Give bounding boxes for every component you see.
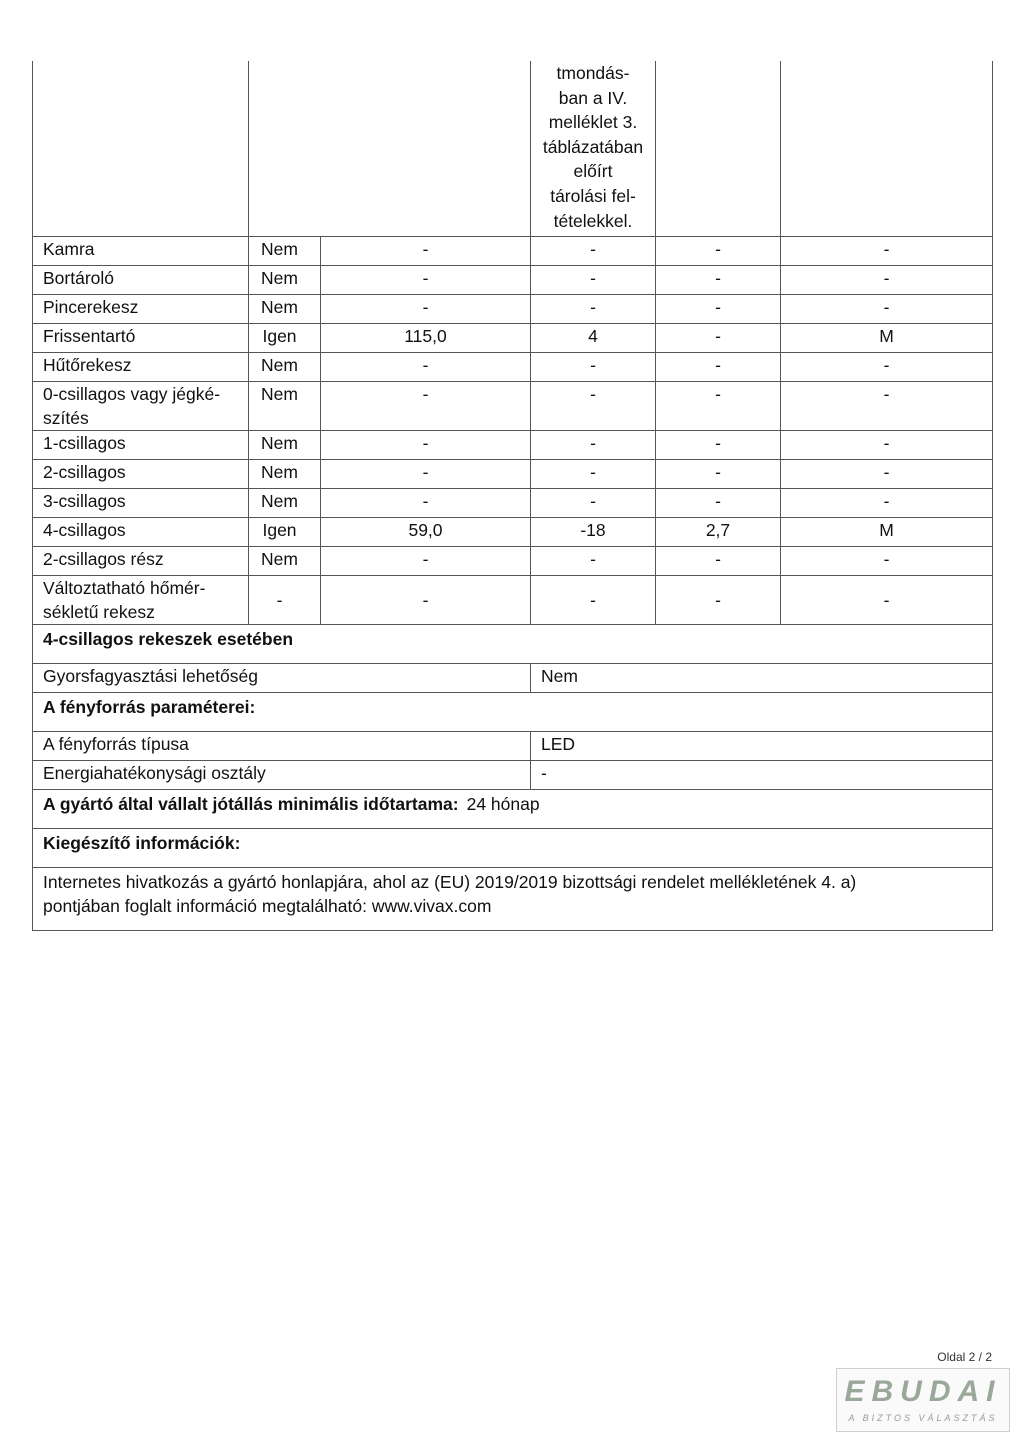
compartment-temp: - <box>531 294 656 323</box>
compartment-present: Nem <box>249 236 321 265</box>
compartment-type: - <box>781 381 993 430</box>
compartment-volume: - <box>321 294 531 323</box>
compartment-temp: - <box>531 459 656 488</box>
compartment-present: Nem <box>249 381 321 430</box>
four-star-heading-row <box>33 624 993 663</box>
cont-line: ban a IV. <box>558 87 628 108</box>
compartment-volume: - <box>321 236 531 265</box>
cont-cell-1 <box>33 61 249 236</box>
compartment-temp: -18 <box>531 517 656 546</box>
warranty-value: 24 hónap <box>466 793 540 814</box>
four-star-heading: 4-csillagos rekeszek esetében <box>33 624 993 663</box>
compartment-type: - <box>781 430 993 459</box>
compartment-present: - <box>249 575 321 624</box>
compartment-present: Nem <box>249 294 321 323</box>
compartment-present: Nem <box>249 352 321 381</box>
compartment-name: 2-csillagos rész <box>33 546 249 575</box>
continuation-row <box>33 61 993 236</box>
compartment-type: - <box>781 488 993 517</box>
compartment-temp: - <box>531 352 656 381</box>
cont-line: előírt <box>573 161 613 182</box>
compartment-row <box>33 381 993 430</box>
compartment-present: Nem <box>249 546 321 575</box>
cont-line: táblázatában <box>542 136 644 157</box>
extra-heading: Kiegészítő információk: <box>33 828 993 867</box>
compartment-row <box>33 430 993 459</box>
compartment-name: 4-csillagos <box>33 517 249 546</box>
compartment-type: - <box>781 575 993 624</box>
compartment-temp: 4 <box>531 323 656 352</box>
light-type-row <box>33 731 993 760</box>
energy-class-row <box>33 760 993 789</box>
fast-freeze-value: Nem <box>531 663 993 692</box>
extra-heading-row <box>33 828 993 867</box>
page-number: Oldal 2 / 2 <box>937 1350 992 1364</box>
compartment-name: Frissentartó <box>33 323 249 352</box>
warranty-label: A gyártó által vállalt jótállás minimális időtartama: <box>43 793 459 814</box>
compartment-volume: - <box>321 459 531 488</box>
compartment-row <box>33 236 993 265</box>
light-heading: A fényforrás paraméterei: <box>33 692 993 731</box>
compartment-capacity: - <box>656 323 781 352</box>
compartment-type: - <box>781 546 993 575</box>
compartment-type: - <box>781 294 993 323</box>
compartment-capacity: - <box>656 294 781 323</box>
energy-class-label: Energiahatékonysági osztály <box>33 760 531 789</box>
light-type-value: LED <box>531 731 993 760</box>
warranty-cell <box>33 789 993 828</box>
compartment-capacity: - <box>656 488 781 517</box>
compartment-temp: - <box>531 265 656 294</box>
cont-cell-2 <box>249 61 531 236</box>
compartment-type: M <box>781 517 993 546</box>
compartment-capacity: - <box>656 236 781 265</box>
compartment-table <box>32 61 993 931</box>
compartment-name: Változtatható hőmér-sékletű rekesz <box>33 575 249 624</box>
compartment-row <box>33 323 993 352</box>
compartment-volume: - <box>321 381 531 430</box>
compartment-capacity: - <box>656 352 781 381</box>
compartment-name: 0-csillagos vagy jégké-szítés <box>33 381 249 430</box>
compartment-temp: - <box>531 546 656 575</box>
compartment-name: Pincerekesz <box>33 294 249 323</box>
compartment-capacity: - <box>656 265 781 294</box>
cont-cell-5 <box>781 61 993 236</box>
warranty-row <box>33 789 993 828</box>
logo-wordmark: EBUDAI <box>844 1375 1002 1408</box>
compartment-capacity: - <box>656 459 781 488</box>
ebudai-logo <box>836 1368 1010 1432</box>
compartment-name: 1-csillagos <box>33 430 249 459</box>
compartment-temp: - <box>531 381 656 430</box>
extra-text: Internetes hivatkozás a gyártó honlapjára, ahol az (EU) 2019/2019 bizottsági rendelet mellékletének 4. a) pontjában foglalt információ megtalálható: www.vivax.com <box>33 867 993 930</box>
cont-line: tételekkel. <box>553 210 633 231</box>
light-heading-row <box>33 692 993 731</box>
compartment-row <box>33 488 993 517</box>
compartment-type: - <box>781 459 993 488</box>
compartment-type: M <box>781 323 993 352</box>
compartment-row <box>33 294 993 323</box>
compartment-present: Igen <box>249 323 321 352</box>
compartment-volume: 115,0 <box>321 323 531 352</box>
compartment-temp: - <box>531 488 656 517</box>
fast-freeze-label: Gyorsfagyasztási lehetőség <box>33 663 531 692</box>
compartment-capacity: - <box>656 430 781 459</box>
compartment-volume: - <box>321 352 531 381</box>
compartment-row <box>33 459 993 488</box>
compartment-volume: 59,0 <box>321 517 531 546</box>
compartment-capacity: - <box>656 546 781 575</box>
compartment-volume: - <box>321 575 531 624</box>
light-type-label: A fényforrás típusa <box>33 731 531 760</box>
compartment-type: - <box>781 265 993 294</box>
compartment-volume: - <box>321 488 531 517</box>
compartment-present: Igen <box>249 517 321 546</box>
compartment-capacity: - <box>656 381 781 430</box>
logo-tagline: A BIZTOS VÁLASZTÁS <box>848 1413 998 1423</box>
cont-line: tmondás- <box>556 63 630 83</box>
compartment-temp: - <box>531 236 656 265</box>
compartment-row <box>33 546 993 575</box>
compartment-volume: - <box>321 430 531 459</box>
compartment-row <box>33 575 993 624</box>
energy-class-value: - <box>531 760 993 789</box>
cont-text-cell <box>531 61 656 236</box>
compartment-row <box>33 352 993 381</box>
compartment-present: Nem <box>249 459 321 488</box>
compartment-volume: - <box>321 265 531 294</box>
cont-line: tárolási fel- <box>550 185 636 206</box>
compartment-name: Bortároló <box>33 265 249 294</box>
compartment-temp: - <box>531 430 656 459</box>
compartment-type: - <box>781 352 993 381</box>
extra-text-row <box>33 867 993 930</box>
compartment-present: Nem <box>249 488 321 517</box>
compartment-temp: - <box>531 575 656 624</box>
compartment-volume: - <box>321 546 531 575</box>
compartment-present: Nem <box>249 265 321 294</box>
fast-freeze-row <box>33 663 993 692</box>
compartment-name: Hűtőrekesz <box>33 352 249 381</box>
compartment-name: 3-csillagos <box>33 488 249 517</box>
compartment-present: Nem <box>249 430 321 459</box>
compartment-name: Kamra <box>33 236 249 265</box>
compartment-row <box>33 517 993 546</box>
compartment-capacity: - <box>656 575 781 624</box>
compartment-type: - <box>781 236 993 265</box>
compartment-name: 2-csillagos <box>33 459 249 488</box>
compartment-row <box>33 265 993 294</box>
compartment-capacity: 2,7 <box>656 517 781 546</box>
cont-cell-4 <box>656 61 781 236</box>
cont-line: melléklet 3. <box>548 112 638 133</box>
